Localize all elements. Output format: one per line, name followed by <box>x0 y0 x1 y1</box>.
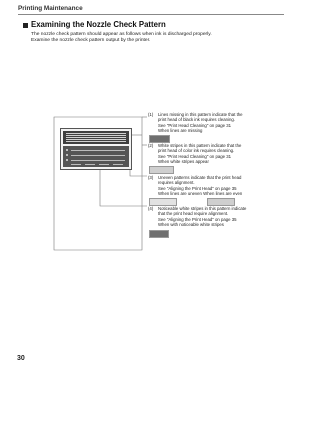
leader-line-3 <box>130 150 147 176</box>
intro-line-2: Examine the nozzle check pattern output by the printer. <box>31 38 151 44</box>
sample-uneven-lines <box>149 198 177 206</box>
callout-4-line1: Noticeable white stripes in this pattern indicate <box>158 206 247 211</box>
callout-2 <box>148 143 241 164</box>
callout-1-ref: See "Print Head Cleaning" on page 31 <box>158 122 232 128</box>
callout-1-number: (1) <box>148 112 154 117</box>
callout-2-ref: See "Print Head Cleaning" on page 31 <box>158 153 232 159</box>
sample-even-lines <box>207 198 235 206</box>
callout-4 <box>148 206 246 227</box>
leader-line-4 <box>100 168 147 206</box>
callout-1-line2: print head of black ink requires cleaning. <box>158 117 235 123</box>
callout-3-when: When lines are uneven When lines are even <box>158 190 243 196</box>
callout-2-line2: print head of color ink requires cleaning. <box>158 148 235 154</box>
callout-3-line1: Uneven patterns indicate that the print head <box>158 175 242 180</box>
callout-3-ref: See "Aligning the Print Head" on page 35 <box>158 185 237 191</box>
callout-3 <box>148 175 242 196</box>
callout-4-ref: See "Aligning the Print Head" on page 35 <box>158 216 237 222</box>
callout-1 <box>148 112 243 133</box>
running-header: Printing Maintenance <box>18 5 83 12</box>
intro-line-1: The nozzle check pattern should appear as follows when ink is discharged properly. <box>31 32 212 37</box>
callout-2-line1: White stripes in this pattern indicate that the <box>158 143 242 148</box>
callout-3-line2: requires alignment. <box>158 180 195 186</box>
nozzle-pattern-illustration <box>60 128 132 170</box>
sample-lines-missing <box>149 135 170 143</box>
callout-1-when: When lines are missing <box>158 127 203 133</box>
callout-3-number: (3) <box>148 175 154 180</box>
page-number: 30 <box>17 355 25 362</box>
callout-1-line1: Lines missing in this pattern indicate that the <box>158 112 243 117</box>
black-ink-pattern <box>63 131 129 144</box>
sample-noticeable-stripes <box>149 230 169 238</box>
sample-white-stripes <box>149 166 174 174</box>
section-title: Examining the Nozzle Check Pattern <box>31 20 166 29</box>
callout-2-number: (2) <box>148 143 154 148</box>
callout-4-number: (4) <box>148 206 154 211</box>
callout-2-when: When white stripes appear <box>158 158 209 164</box>
color-ink-pattern <box>63 146 129 167</box>
callout-4-when: When with noticeable white stripes <box>158 221 224 227</box>
callout-4-line2: that the print head require alignment. <box>158 211 229 217</box>
